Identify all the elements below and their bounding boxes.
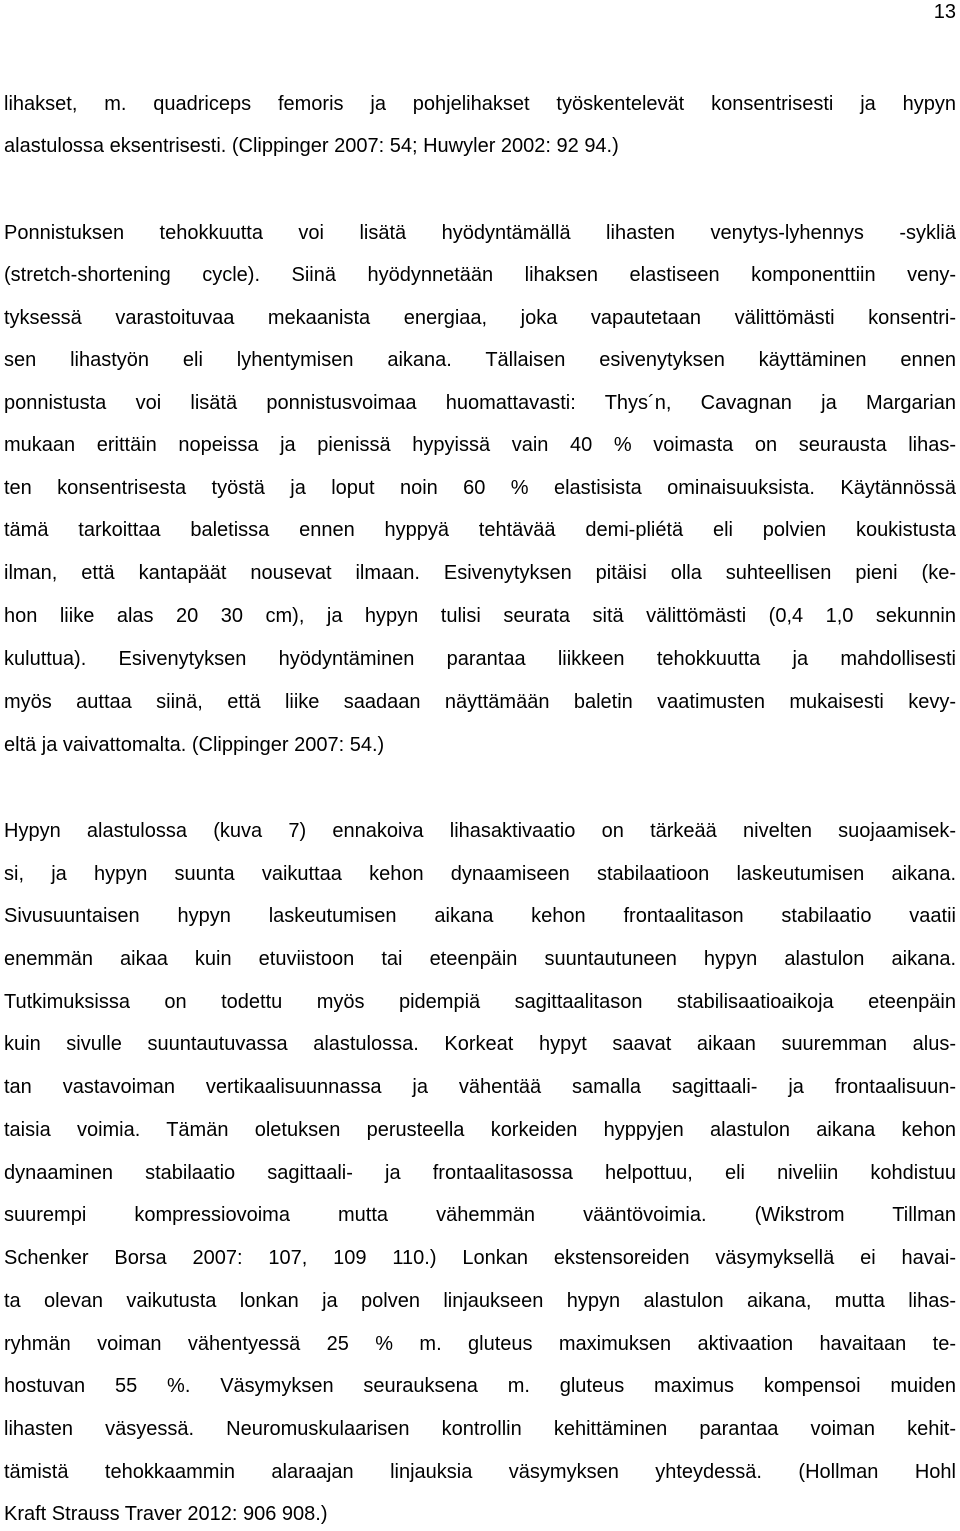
text-line: tan vastavoiman vertikaalisuunnassa ja vähentää samalla sagittaali- ja frontaalisuun- (4, 1076, 956, 1098)
text-line: hon liike alas 20 30 cm), ja hypyn tulisi seurata sitä välittömästi (0,4 1,0 sekunnin (4, 605, 956, 627)
text-line: mukaan erittäin nopeissa ja pienissä hypyissä vain 40 % voimasta on seurausta lihas- (4, 434, 956, 456)
text-line: (stretch-shortening cycle). Siinä hyödynnetään lihaksen elastiseen komponenttiin veny- (4, 264, 956, 286)
text-line: alastulossa eksentrisesti. (Clippinger 2007: 54; Huwyler 2002: 92 94.) (4, 135, 619, 157)
text-line: suurempi kompressiovoima mutta vähemmän vääntövoimia. (Wikstrom Tillman (4, 1204, 956, 1226)
text-line: taisia voimia. Tämän oletuksen perusteella korkeiden hyppyjen alastulon aikana kehon (4, 1119, 956, 1141)
text-line: hostuvan 55 %. Väsymyksen seurauksena m. gluteus maximus kompensoi muiden (4, 1375, 956, 1397)
text-line: tämä tarkoittaa baletissa ennen hyppyä tehtävää demi-pliétä eli polvien koukistusta (4, 519, 956, 541)
text-line: tyksessä varastoituvaa mekaanista energiaa, joka vapautetaan välittömästi konsentri- (4, 307, 956, 329)
text-line: enemmän aikaa kuin etuviistoon tai eteenpäin suuntautuneen hypyn alastulon aikana. (4, 948, 956, 970)
text-line: Kraft Strauss Traver 2012: 906 908.) (4, 1503, 328, 1525)
text-line: ponnistusta voi lisätä ponnistusvoimaa huomattavasti: Thys´n, Cavagnan ja Margarian (4, 392, 956, 414)
text-line: dynaaminen stabilaatio sagittaali- ja frontaalitasossa helpottuu, eli niveliin kohdistuu (4, 1162, 956, 1184)
text-line: kuluttua). Esivenytyksen hyödyntäminen parantaa liikkeen tehokkuutta ja mahdollisesti (4, 648, 956, 670)
text-line: Sivusuuntaisen hypyn laskeutumisen aikana kehon frontaalitason stabilaatio vaatii (4, 905, 956, 927)
text-line: ta olevan vaikutusta lonkan ja polven linjaukseen hypyn alastulon aikana, mutta lihas- (4, 1290, 956, 1312)
text-line: si, ja hypyn suunta vaikuttaa kehon dynaamiseen stabilaatioon laskeutumisen aikana. (4, 863, 956, 885)
text-line: ilman, että kantapäät nousevat ilmaan. Esivenytyksen pitäisi olla suhteellisen pieni (ke- (4, 562, 956, 584)
text-line: kuin sivulle suuntautuvassa alastulossa. Korkeat hypyt saavat aikaan suuremman alus- (4, 1033, 956, 1055)
text-line: sen lihastyön eli lyhentymisen aikana. Tällaisen esivenytyksen käyttäminen ennen (4, 349, 956, 371)
text-line: ten konsentrisesta työstä ja loput noin 60 % elastisista ominaisuuksista. Käytännössä (4, 477, 956, 499)
text-line: Ponnistuksen tehokkuutta voi lisätä hyödyntämällä lihasten venytys-lyhennys -sykliä (4, 222, 956, 244)
text-line: Schenker Borsa 2007: 107, 109 110.) Lonkan ekstensoreiden väsymyksellä ei havai- (4, 1247, 956, 1269)
text-line: Tutkimuksissa on todettu myös pidempiä sagittaalitason stabilisaatioaikoja eteenpäin (4, 991, 956, 1013)
text-line: tämistä tehokkaammin alaraajan linjauksia väsymyksen yhteydessä. (Hollman Hohl (4, 1461, 956, 1483)
page-number: 13 (933, 1, 956, 23)
text-line: Hypyn alastulossa (kuva 7) ennakoiva lihasaktivaatio on tärkeää nivelten suojaamisek- (4, 820, 956, 842)
text-line: myös auttaa siinä, että liike saadaan näyttämään baletin vaatimusten mukaisesti kevy- (4, 691, 956, 713)
text-line: eltä ja vaivattomalta. (Clippinger 2007: 54.) (4, 734, 385, 756)
text-line: lihasten väsyessä. Neuromuskulaarisen kontrollin kehittäminen parantaa voiman kehit- (4, 1418, 956, 1440)
text-line: ryhmän voiman vähentyessä 25 % m. gluteus maximuksen aktivaation havaitaan te- (4, 1333, 956, 1355)
text-line: lihakset, m. quadriceps femoris ja pohjelihakset työskentelevät konsentrisesti ja hypyn (4, 93, 956, 115)
